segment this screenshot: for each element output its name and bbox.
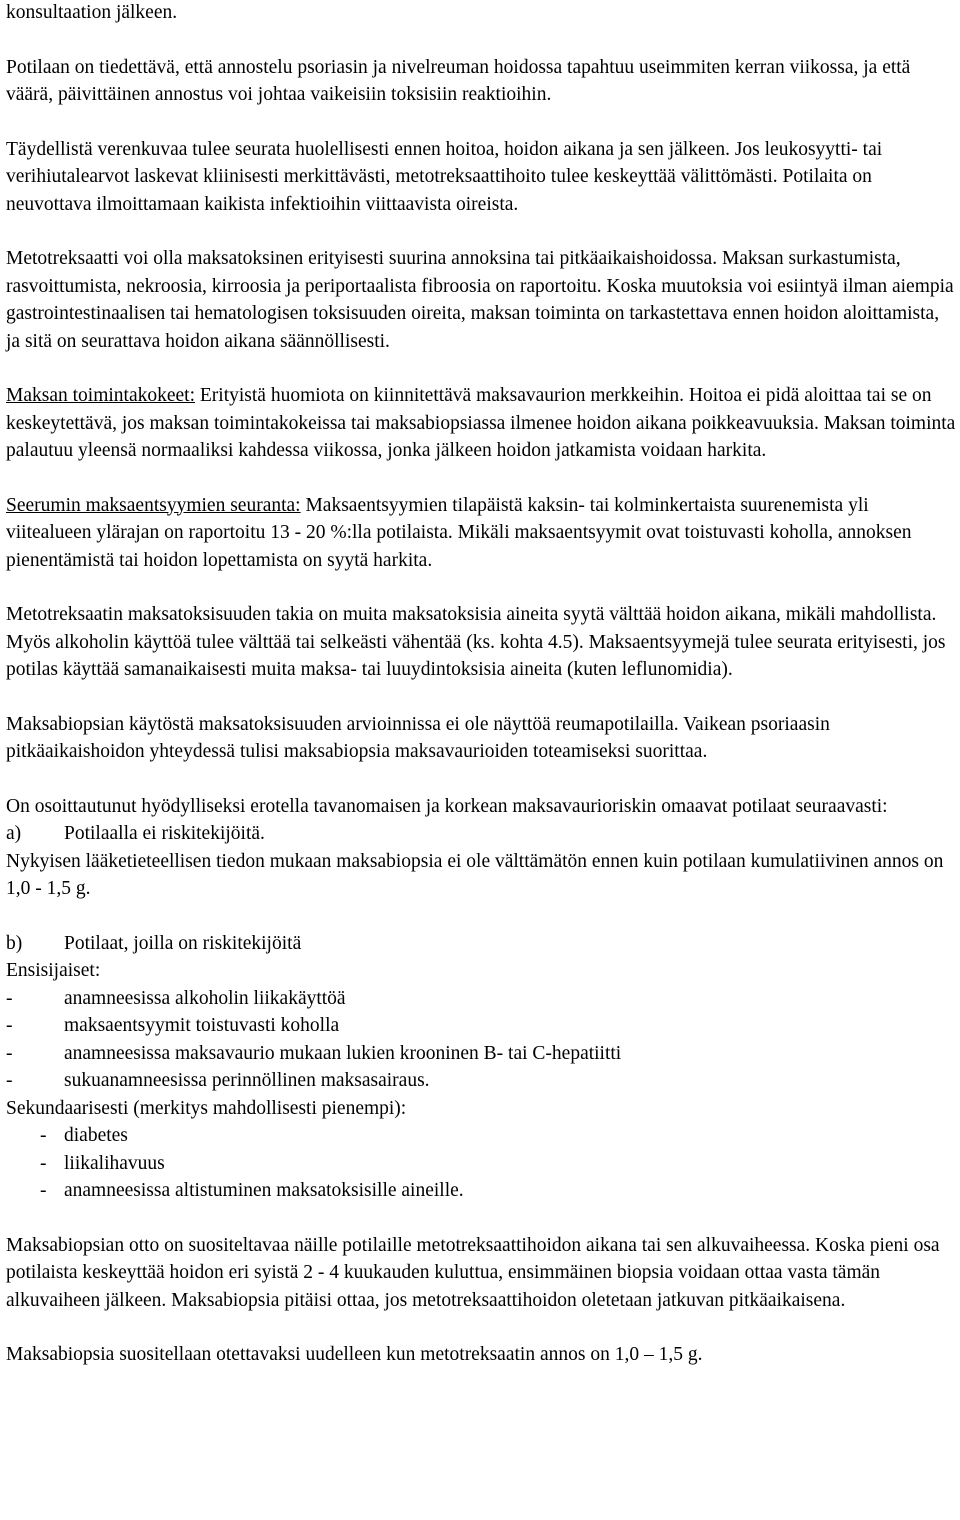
primary-risk-heading: Ensisijaiset: xyxy=(6,960,101,981)
paragraph-biopsy-evidence: Maksabiopsian käytöstä maksatoksisuuden arvioinnissa ei ole näyttöä reumapotilailla. Vaikean psoriaasin pitkäaikaishoidon yhteydessä tulisi maksabiopsia maksavaurioiden toteamiseksi suorittaa. xyxy=(6,713,830,762)
list-item-text: liikalihavuus xyxy=(64,1152,165,1174)
list-item-text: sukuanamneesissa perinnöllinen maksasairaus. xyxy=(64,1070,430,1091)
paragraph-enzyme-monitoring xyxy=(6,492,956,575)
list-item-text: anamneesissa alkoholin liikakäyttöä xyxy=(64,987,346,1009)
paragraph-liver-function-tests xyxy=(6,382,956,465)
list-item-text: anamneesissa altistuminen maksatoksisille aineille. xyxy=(64,1180,464,1201)
list-item xyxy=(6,1040,956,1068)
list-marker: - xyxy=(6,1015,13,1036)
list-marker: - xyxy=(40,1152,47,1174)
list-item xyxy=(6,1012,956,1040)
list-item-text: Potilaat, joilla on riskitekijöitä xyxy=(64,932,302,954)
paragraph-dosing-warning: Potilaan on tiedettävä, että annostelu psoriasin ja nivelreuman hoidossa tapahtuu useimmiten kerran viikossa, ja että väärä, päivittäinen annostus voi johtaa vaikeisiin toksisiin reaktioihin. xyxy=(6,56,911,105)
list-marker: a) xyxy=(6,823,22,844)
list-marker: - xyxy=(40,1125,47,1146)
list-item-text: anamneesissa maksavaurio mukaan lukien krooninen B- tai C-hepatiitti xyxy=(64,1042,622,1064)
liver-function-tests-heading: Maksan toimintakokeet: xyxy=(6,385,196,406)
list-item-a xyxy=(6,820,956,848)
paragraph-consultation: konsultaation jälkeen. xyxy=(6,2,178,23)
list-item xyxy=(6,1067,956,1095)
paragraph-repeat-biopsy: Maksabiopsia suositellaan otettavaksi uudelleen kun metotreksaatin annos on 1,0 – 1,5 g. xyxy=(6,1344,703,1365)
paragraph-risk-classification: On osoittautunut hyödylliseksi erotella tavanomaisen ja korkean maksavaurioriskin omaavat potilaat seuraavasti: xyxy=(6,795,888,817)
list-item xyxy=(6,1150,956,1178)
list-item-text: diabetes xyxy=(64,1125,128,1146)
list-item-text: Potilaalla ei riskitekijöitä. xyxy=(64,823,265,844)
paragraph-biopsy-timing: Maksabiopsian otto on suositeltavaa näille potilaille metotreksaattihoidon aikana tai sen alkuvaiheessa. Koska pieni osa potilaista keskeyttää hoidon eri syistä 2 - 4 kuukauden kuluttua, ensimmäinen biopsia voidaan ottaa vasta tämän alkuvaiheen jälkeen. Maksabiopsia pitäisi ottaa, jos metotreksaattihoidon oletetaan jatkuvan pitkäaikaisena. xyxy=(6,1234,940,1311)
paragraph-blood-count: Täydellistä verenkuvaa tulee seurata huolellisesti ennen hoitoa, hoidon aikana ja sen jälkeen. Jos leukosyytti- tai verihiutalearvot laskevat kliinisesti merkittävästi, metotreksaattihoito tulee keskeyttää välittömästi. Potilaita on neuvottava ilmoittamaan kaikista infektioihin viittaavista oireista. xyxy=(6,138,883,215)
list-item xyxy=(6,985,956,1013)
enzyme-monitoring-text: Maksaentsyymien tilapäistä kaksin- tai kolminkertaista suurenemista yli viitealueen ylärajan on raportoitu 13 - 20 %:lla potilaista. Mikäli maksaentsyymit ovat toistuvasti koholla, annoksen pienentämistä tai hoidon lopettamista on syytä harkita. xyxy=(6,494,912,571)
list-item-text: maksaentsyymit toistuvasti koholla xyxy=(64,1015,340,1036)
list-marker: - xyxy=(6,1070,13,1091)
enzyme-monitoring-heading: Seerumin maksaentsyymien seuranta: xyxy=(6,494,301,516)
list-item xyxy=(6,1122,956,1150)
paragraph-liver-toxicity: Metotreksaatti voi olla maksatoksinen erityisesti suurina annoksina tai pitkäaikaishoidossa. Maksan surkastumista, rasvoittumista, nekroosia, kirroosia ja periportaalista fibroosia on raportoitu. Koska muutoksia voi esiintyä ilman aiempia gastrointestinaalisen tai hematologisen toksisuuden oireita, maksan toiminta on tarkastettava ennen hoidon aloittamista, ja sitä on seurattava hoidon aikana säännöllisesti. xyxy=(6,248,954,352)
list-marker: - xyxy=(6,1042,13,1064)
secondary-risk-heading: Sekundaarisesti (merkitys mahdollisesti pienempi): xyxy=(6,1097,407,1119)
list-marker: - xyxy=(40,1180,47,1201)
liver-function-tests-text: Erityistä huomiota on kiinnitettävä maksavaurion merkkeihin. Hoitoa ei pidä aloittaa tai se on keskeytettävä, jos maksan toimintakokeissa tai maksabiopsiassa ilmenee hoidon aikana poikkeavuuksia. Maksan toiminta palautuu yleensä normaaliksi kahdessa viikossa, jonka jälkeen hoidon jatkamista voidaan harkita. xyxy=(6,385,956,461)
list-item-b xyxy=(6,930,956,958)
list-item xyxy=(6,1177,956,1205)
paragraph-hepatotoxic-agents: Metotreksaatin maksatoksisuuden takia on muita maksatoksisia aineita syytä välttää hoidon aikana, mikäli mahdollista. Myös alkoholin käyttöä tulee välttää tai selkeästi vähentää (ks. kohta 4.5). Maksaentsyymejä tulee seurata erityisesti, jos potilas käyttää samanaikaisesti muita maksa- tai luuydintoksisia aineita (kuten leflunomidia). xyxy=(6,604,946,680)
document-page xyxy=(6,0,956,1369)
list-marker: - xyxy=(6,987,13,1009)
list-marker: b) xyxy=(6,932,23,954)
paragraph-no-risk-biopsy: Nykyisen lääketieteellisen tiedon mukaan maksabiopsia ei ole välttämätön ennen kuin potilaan kumulatiivinen annos on 1,0 - 1,5 g. xyxy=(6,850,944,899)
